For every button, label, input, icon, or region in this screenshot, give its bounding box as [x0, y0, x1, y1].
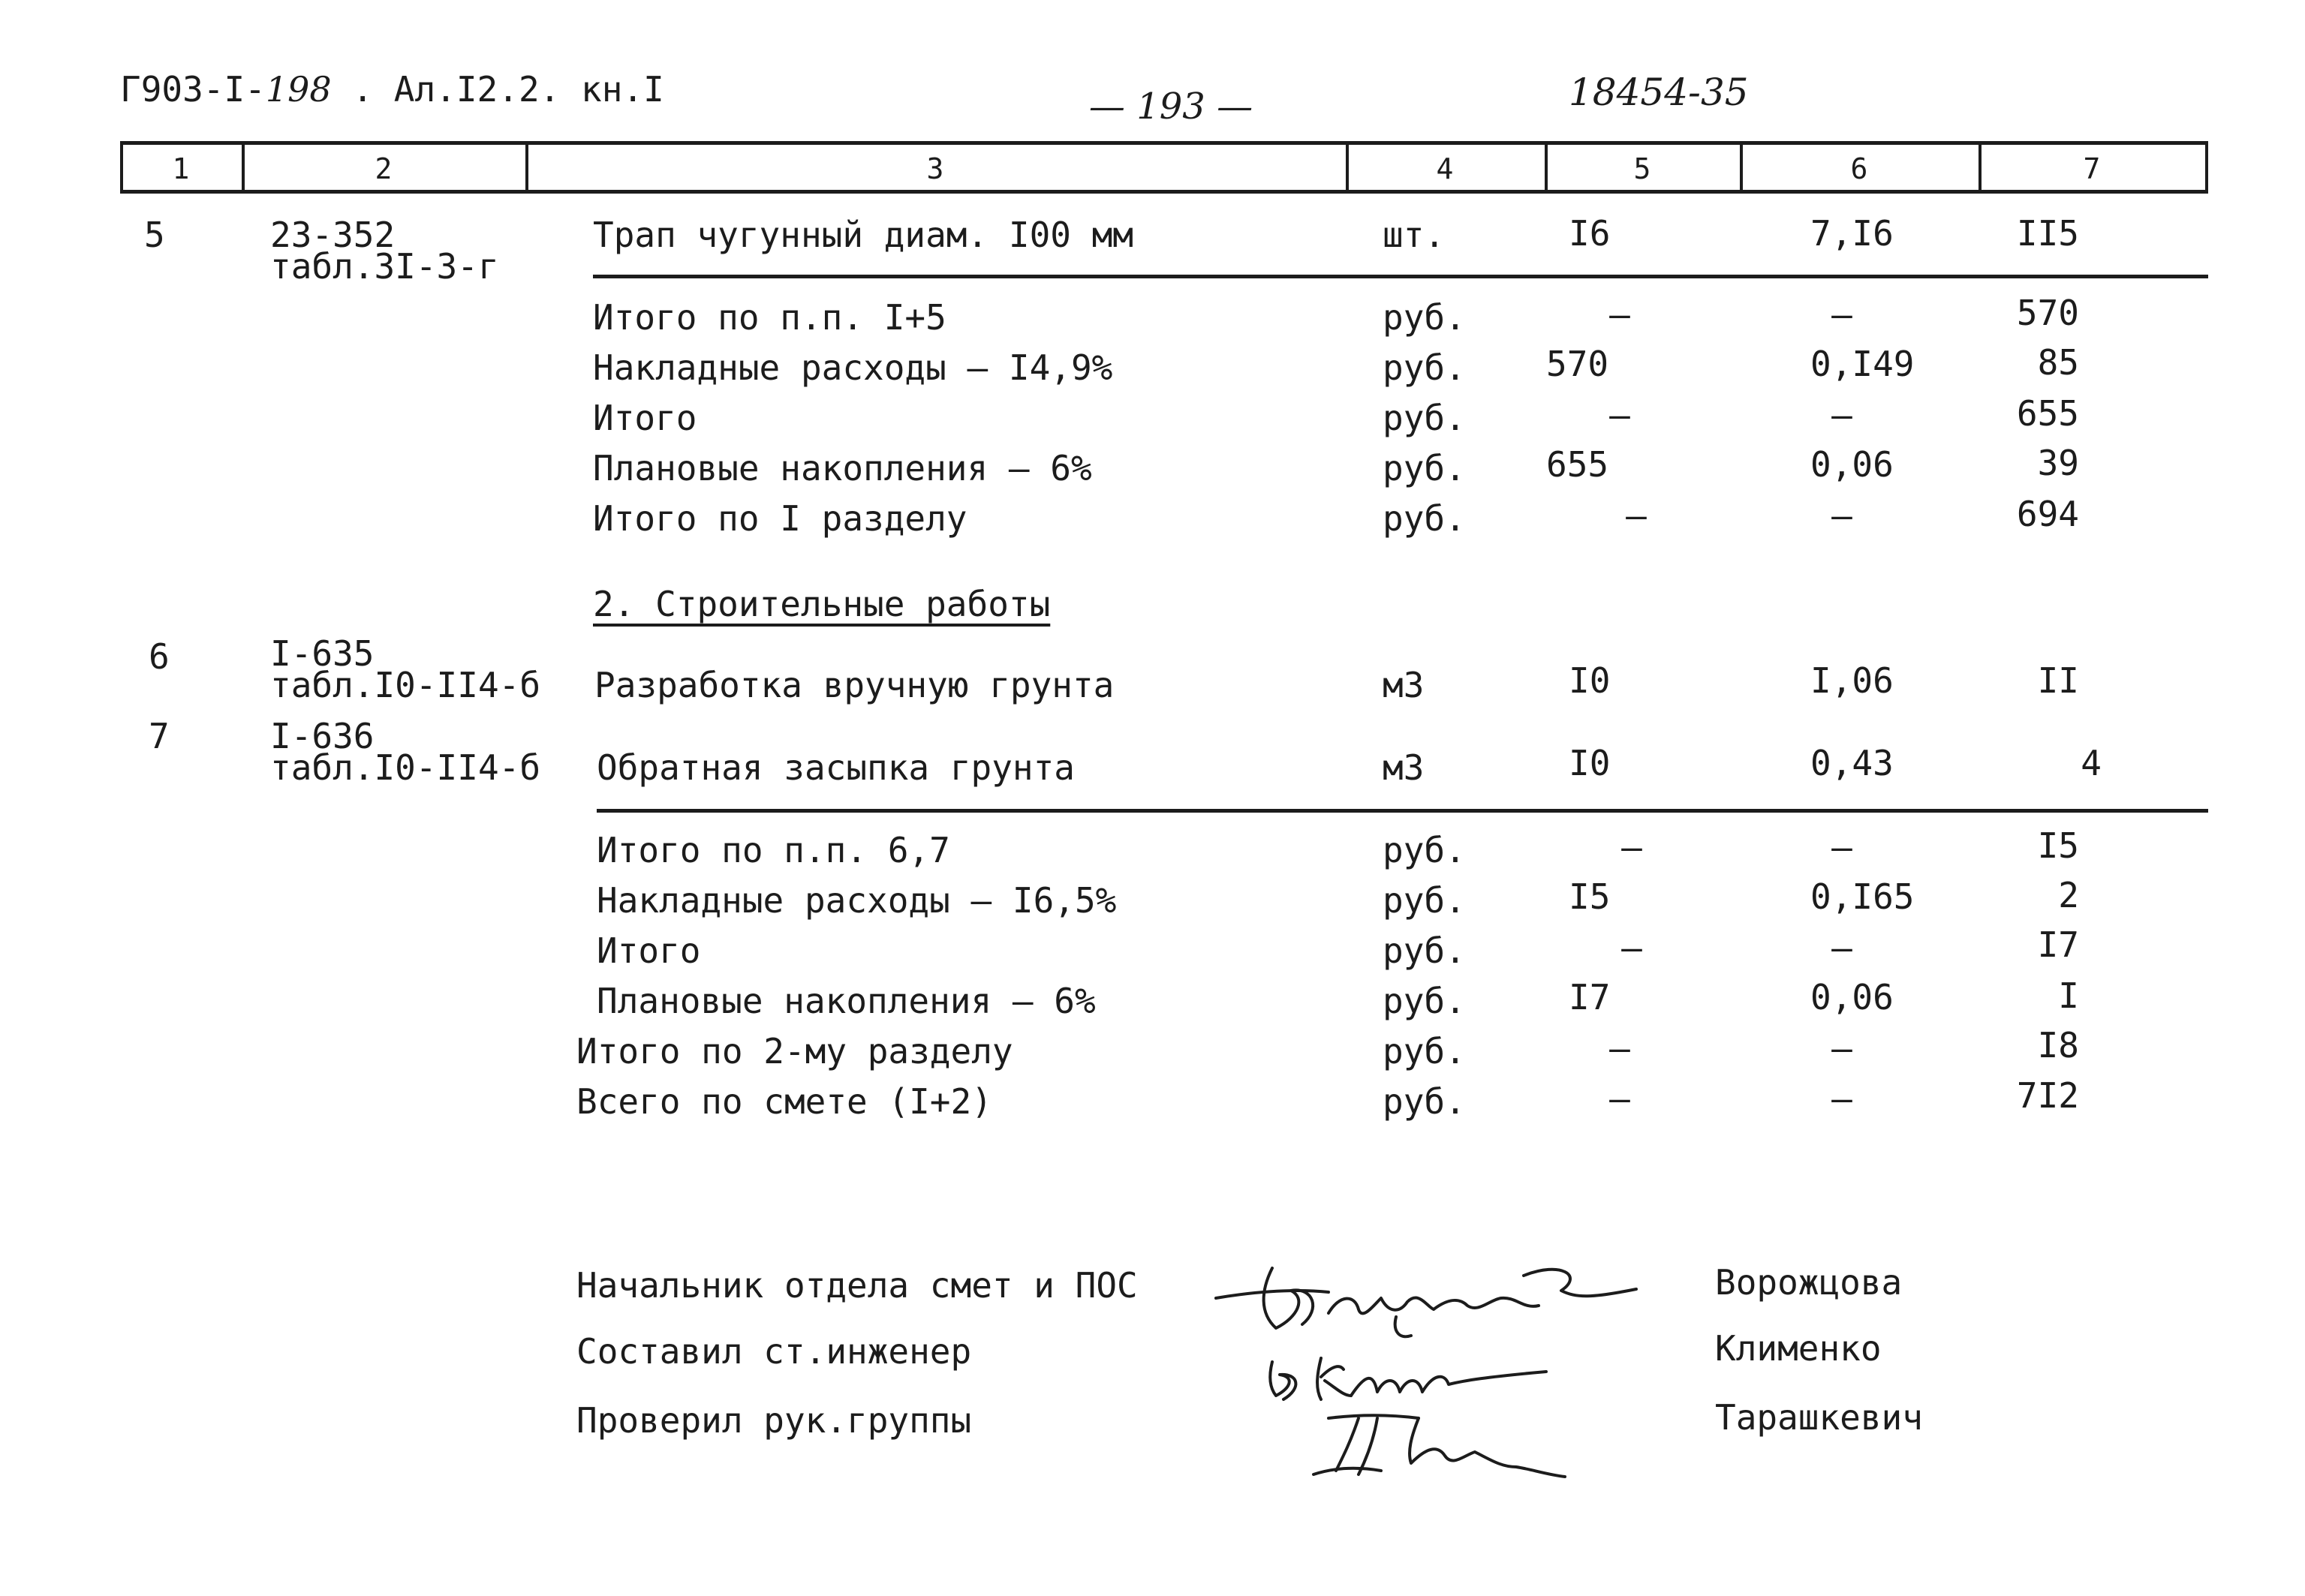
subtotal-rule: [597, 809, 2208, 813]
doc-code-suffix: . Ал.I2.2. кн.I: [352, 69, 664, 110]
summary-label: Итого: [593, 398, 697, 438]
norm-code: I-636: [270, 716, 375, 756]
column-header: 3: [926, 152, 944, 185]
unit: руб.: [1383, 880, 1466, 921]
unit-price: —: [1831, 927, 1852, 968]
unit: руб.: [1383, 1081, 1466, 1122]
column-header: 2: [375, 152, 393, 185]
table-header-divider: [1346, 141, 1349, 194]
total: 655: [2016, 393, 2079, 434]
quantity: I0: [1569, 743, 1611, 783]
unit: руб.: [1383, 930, 1466, 971]
table-header-divider: [120, 141, 123, 194]
total: II5: [2016, 213, 2079, 254]
unit: руб.: [1383, 448, 1466, 488]
unit: руб.: [1383, 981, 1466, 1021]
signature-klimenko: [1261, 1343, 1561, 1411]
unit-price: —: [1831, 827, 1852, 867]
signature-role: Начальник отдела смет и ПОС: [576, 1265, 1138, 1306]
column-header: 4: [1436, 152, 1454, 185]
quantity: 655: [1546, 444, 1609, 485]
unit-price: 0,06: [1810, 444, 1894, 485]
item-description: Обратная засыпка грунта: [597, 747, 1075, 788]
unit: руб.: [1383, 297, 1466, 338]
row-number: 5: [144, 215, 165, 255]
total: 85: [2037, 342, 2079, 383]
norm-code: I-635: [270, 633, 375, 674]
quantity: I7: [1569, 977, 1611, 1017]
total: II: [2037, 660, 2079, 701]
grand-total-label: Всего по смете (I+2): [576, 1081, 992, 1122]
table-header-divider: [1740, 141, 1743, 194]
signature-tarashkevich: [1306, 1403, 1576, 1486]
total: I7: [2037, 924, 2079, 965]
unit: руб.: [1383, 347, 1466, 388]
summary-label: Плановые накопления – 6%: [593, 448, 1092, 488]
column-header: 6: [1850, 152, 1868, 185]
unit-price: 0,43: [1810, 743, 1894, 783]
table-header-divider: [525, 141, 528, 194]
table-header-divider: [1979, 141, 1982, 194]
unit-price: —: [1831, 1028, 1852, 1069]
total: 4: [2081, 743, 2102, 783]
item-description: Трап чугунный диам. I00 мм: [593, 215, 1134, 255]
unit: руб.: [1383, 398, 1466, 438]
quantity: —: [1621, 827, 1642, 867]
table-header-divider: [2205, 141, 2208, 194]
total: I8: [2037, 1025, 2079, 1066]
total: 570: [2016, 293, 2079, 333]
unit: руб.: [1383, 498, 1466, 539]
summary-label: Накладные расходы – I6,5%: [597, 880, 1117, 921]
unit: м3: [1383, 747, 1425, 788]
signature-name: Ворожцова: [1715, 1262, 1903, 1303]
summary-label: Плановые накопления – 6%: [597, 981, 1096, 1021]
unit-price: 0,06: [1810, 977, 1894, 1017]
unit: шт.: [1383, 215, 1446, 255]
summary-label: Итого по п.п. 6,7: [597, 830, 950, 870]
row-number: 7: [149, 716, 170, 756]
doc-code-prefix: Г903-I-: [120, 69, 266, 110]
summary-label: Накладные расходы – I4,9%: [593, 347, 1113, 388]
doc-code: [120, 69, 664, 110]
signature-name: Тарашкевич: [1715, 1397, 1923, 1438]
unit-price: —: [1831, 395, 1852, 435]
quantity: —: [1609, 294, 1630, 335]
section-title: 2. Строительные работы: [593, 584, 1051, 624]
subtotal-rule: [593, 275, 2208, 278]
unit-price: —: [1831, 294, 1852, 335]
summary-label: Итого: [597, 930, 701, 971]
unit: руб.: [1383, 1031, 1466, 1072]
summary-label: Итого по 2-му разделу: [576, 1031, 1013, 1072]
quantity: I5: [1569, 876, 1611, 917]
unit: м3: [1383, 665, 1425, 705]
unit: руб.: [1383, 830, 1466, 870]
unit-price: —: [1831, 495, 1852, 536]
table-header-divider: [242, 141, 245, 194]
quantity: —: [1621, 927, 1642, 968]
table-header-divider: [1545, 141, 1548, 194]
table-header-bottom-rule: [120, 190, 2208, 194]
norm-code: 23-352: [270, 215, 396, 255]
unit-price: —: [1831, 1078, 1852, 1119]
doc-code-handwritten: 198: [265, 69, 332, 110]
unit-price: I,06: [1810, 660, 1894, 701]
summary-label: Итого по I разделу: [593, 498, 967, 539]
column-header: 7: [2083, 152, 2101, 185]
item-description: Разработка вручную грунта: [594, 665, 1115, 705]
signature-role: Проверил рук.группы: [576, 1400, 972, 1441]
table-header-top-rule: [120, 141, 2208, 145]
summary-label: Итого по п.п. I+5: [593, 297, 946, 338]
unit-price: 0,I65: [1810, 876, 1915, 917]
column-header: 5: [1633, 152, 1651, 185]
archive-number: 18454-35: [1569, 71, 1749, 114]
quantity: I6: [1569, 213, 1611, 254]
quantity: —: [1626, 495, 1647, 536]
page-number: — 193 —: [1088, 86, 1253, 128]
total: 694: [2016, 494, 2079, 534]
row-number: 6: [149, 636, 170, 677]
total: 39: [2037, 443, 2079, 483]
total: I: [2058, 975, 2079, 1016]
column-header: 1: [172, 152, 190, 185]
norm-table: табл.I0-II4-б: [270, 747, 541, 788]
signature-role: Составил ст.инженер: [576, 1331, 972, 1372]
unit-price: 7,I6: [1810, 213, 1894, 254]
total: 2: [2058, 875, 2079, 915]
total: I5: [2037, 825, 2079, 866]
quantity: —: [1609, 395, 1630, 435]
quantity: —: [1609, 1078, 1630, 1119]
unit-price: 0,I49: [1810, 344, 1915, 384]
quantity: I0: [1569, 660, 1611, 701]
norm-table: табл.I0-II4-б: [270, 665, 541, 705]
quantity: 570: [1546, 344, 1609, 384]
signature-vorozhtsova: [1201, 1246, 1651, 1343]
norm-table: табл.3I-3-г: [270, 246, 499, 287]
signature-name: Клименко: [1715, 1328, 1882, 1369]
quantity: —: [1609, 1028, 1630, 1069]
grand-total: 7I2: [2016, 1075, 2079, 1116]
